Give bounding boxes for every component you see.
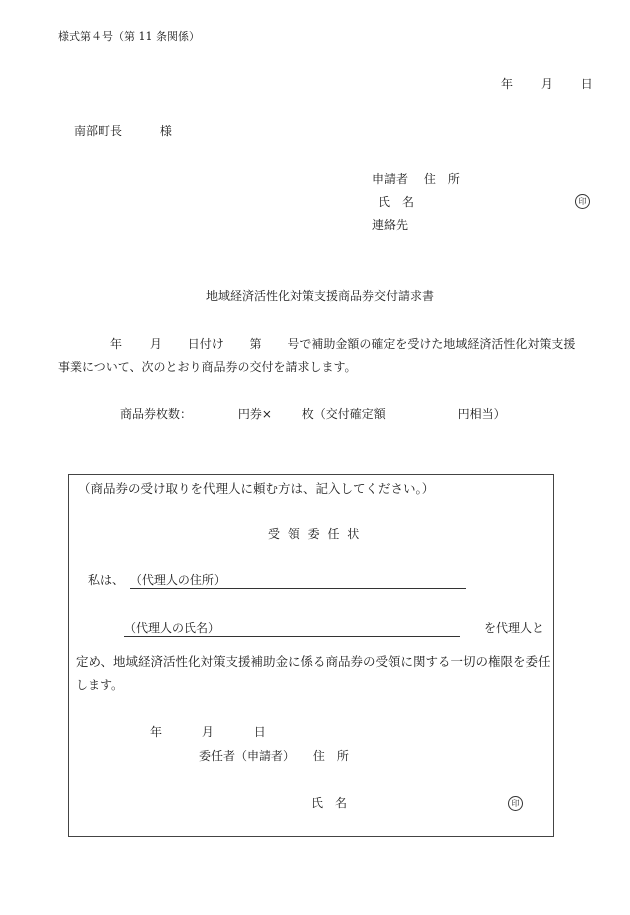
addressee-honorific: 様 — [159, 124, 172, 138]
applicant-address-row — [372, 173, 460, 185]
proxy-name-row — [124, 622, 460, 637]
proxy-address-row — [88, 574, 466, 589]
body-month: 月 — [149, 337, 162, 351]
body-number-prefix: 第 — [249, 337, 262, 351]
proxy-date-year: 年 — [150, 725, 163, 739]
addressee — [74, 125, 172, 137]
addressee-name: 南部町長 — [74, 124, 123, 138]
proxy-intro: 私は、 — [88, 573, 125, 587]
delegator-name-label: 氏 名 — [311, 796, 348, 810]
body-year: 年 — [110, 337, 123, 351]
voucher-line — [120, 408, 506, 420]
delegator-address-label: 住 所 — [312, 749, 349, 763]
proxy-address-label: （代理人の住所） — [129, 573, 226, 587]
voucher-label: 商品券枚数： — [120, 407, 193, 421]
body-line-1 — [110, 338, 575, 350]
proxy-heading: 受 領 委 任 状 — [268, 527, 362, 541]
body-line1-rest: 号で補助金額の確定を受けた地域経済活性化対策支援 — [287, 337, 576, 351]
applicant-contact-label: 連絡先 — [372, 218, 409, 232]
applicant-name-label: 氏 名 — [378, 195, 415, 209]
proxy-date-day: 日 — [253, 725, 266, 739]
seal-icon: 印 — [575, 194, 590, 209]
body-dated: 日付け — [187, 337, 224, 351]
proxy-address-field[interactable] — [130, 574, 466, 589]
form-number: 様式第４号（第 11 条関係） — [58, 30, 200, 43]
delegator-label: 委任者（申請者） — [199, 749, 296, 763]
applicant-address-label: 住 所 — [423, 172, 460, 186]
proxy-as-agent: を代理人と — [484, 621, 545, 635]
body-line-2: 事業について、次のとおり商品券の交付を請求します。 — [58, 360, 357, 374]
voucher-sheet-unit: 枚（交付確定額 — [301, 407, 386, 421]
proxy-name-field[interactable] — [124, 622, 460, 637]
date-year: 年 — [501, 77, 514, 91]
voucher-yen-unit: 円券× — [237, 407, 272, 421]
delegator-seal — [508, 796, 523, 811]
proxy-text-line-2: します。 — [76, 678, 124, 692]
applicant-seal — [575, 194, 590, 209]
delegator-row — [199, 750, 349, 762]
voucher-equiv: 円相当） — [457, 407, 506, 421]
document-title: 地域経済活性化対策支援商品券交付請求書 — [206, 289, 435, 303]
date-month: 月 — [540, 77, 553, 91]
seal-icon: 印 — [508, 796, 523, 811]
date-line — [501, 78, 593, 90]
proxy-name-label: （代理人の氏名） — [124, 621, 221, 635]
proxy-date-month: 月 — [201, 725, 214, 739]
date-day: 日 — [580, 77, 593, 91]
proxy-date — [150, 726, 266, 738]
proxy-note: （商品券の受け取りを代理人に頼む方は、記入してください。） — [78, 481, 435, 496]
proxy-text-line-1: 定め、地域経済活性化対策支援補助金に係る商品券の受領に関する一切の権限を委任 — [76, 654, 551, 669]
applicant-label: 申請者 — [372, 172, 409, 186]
